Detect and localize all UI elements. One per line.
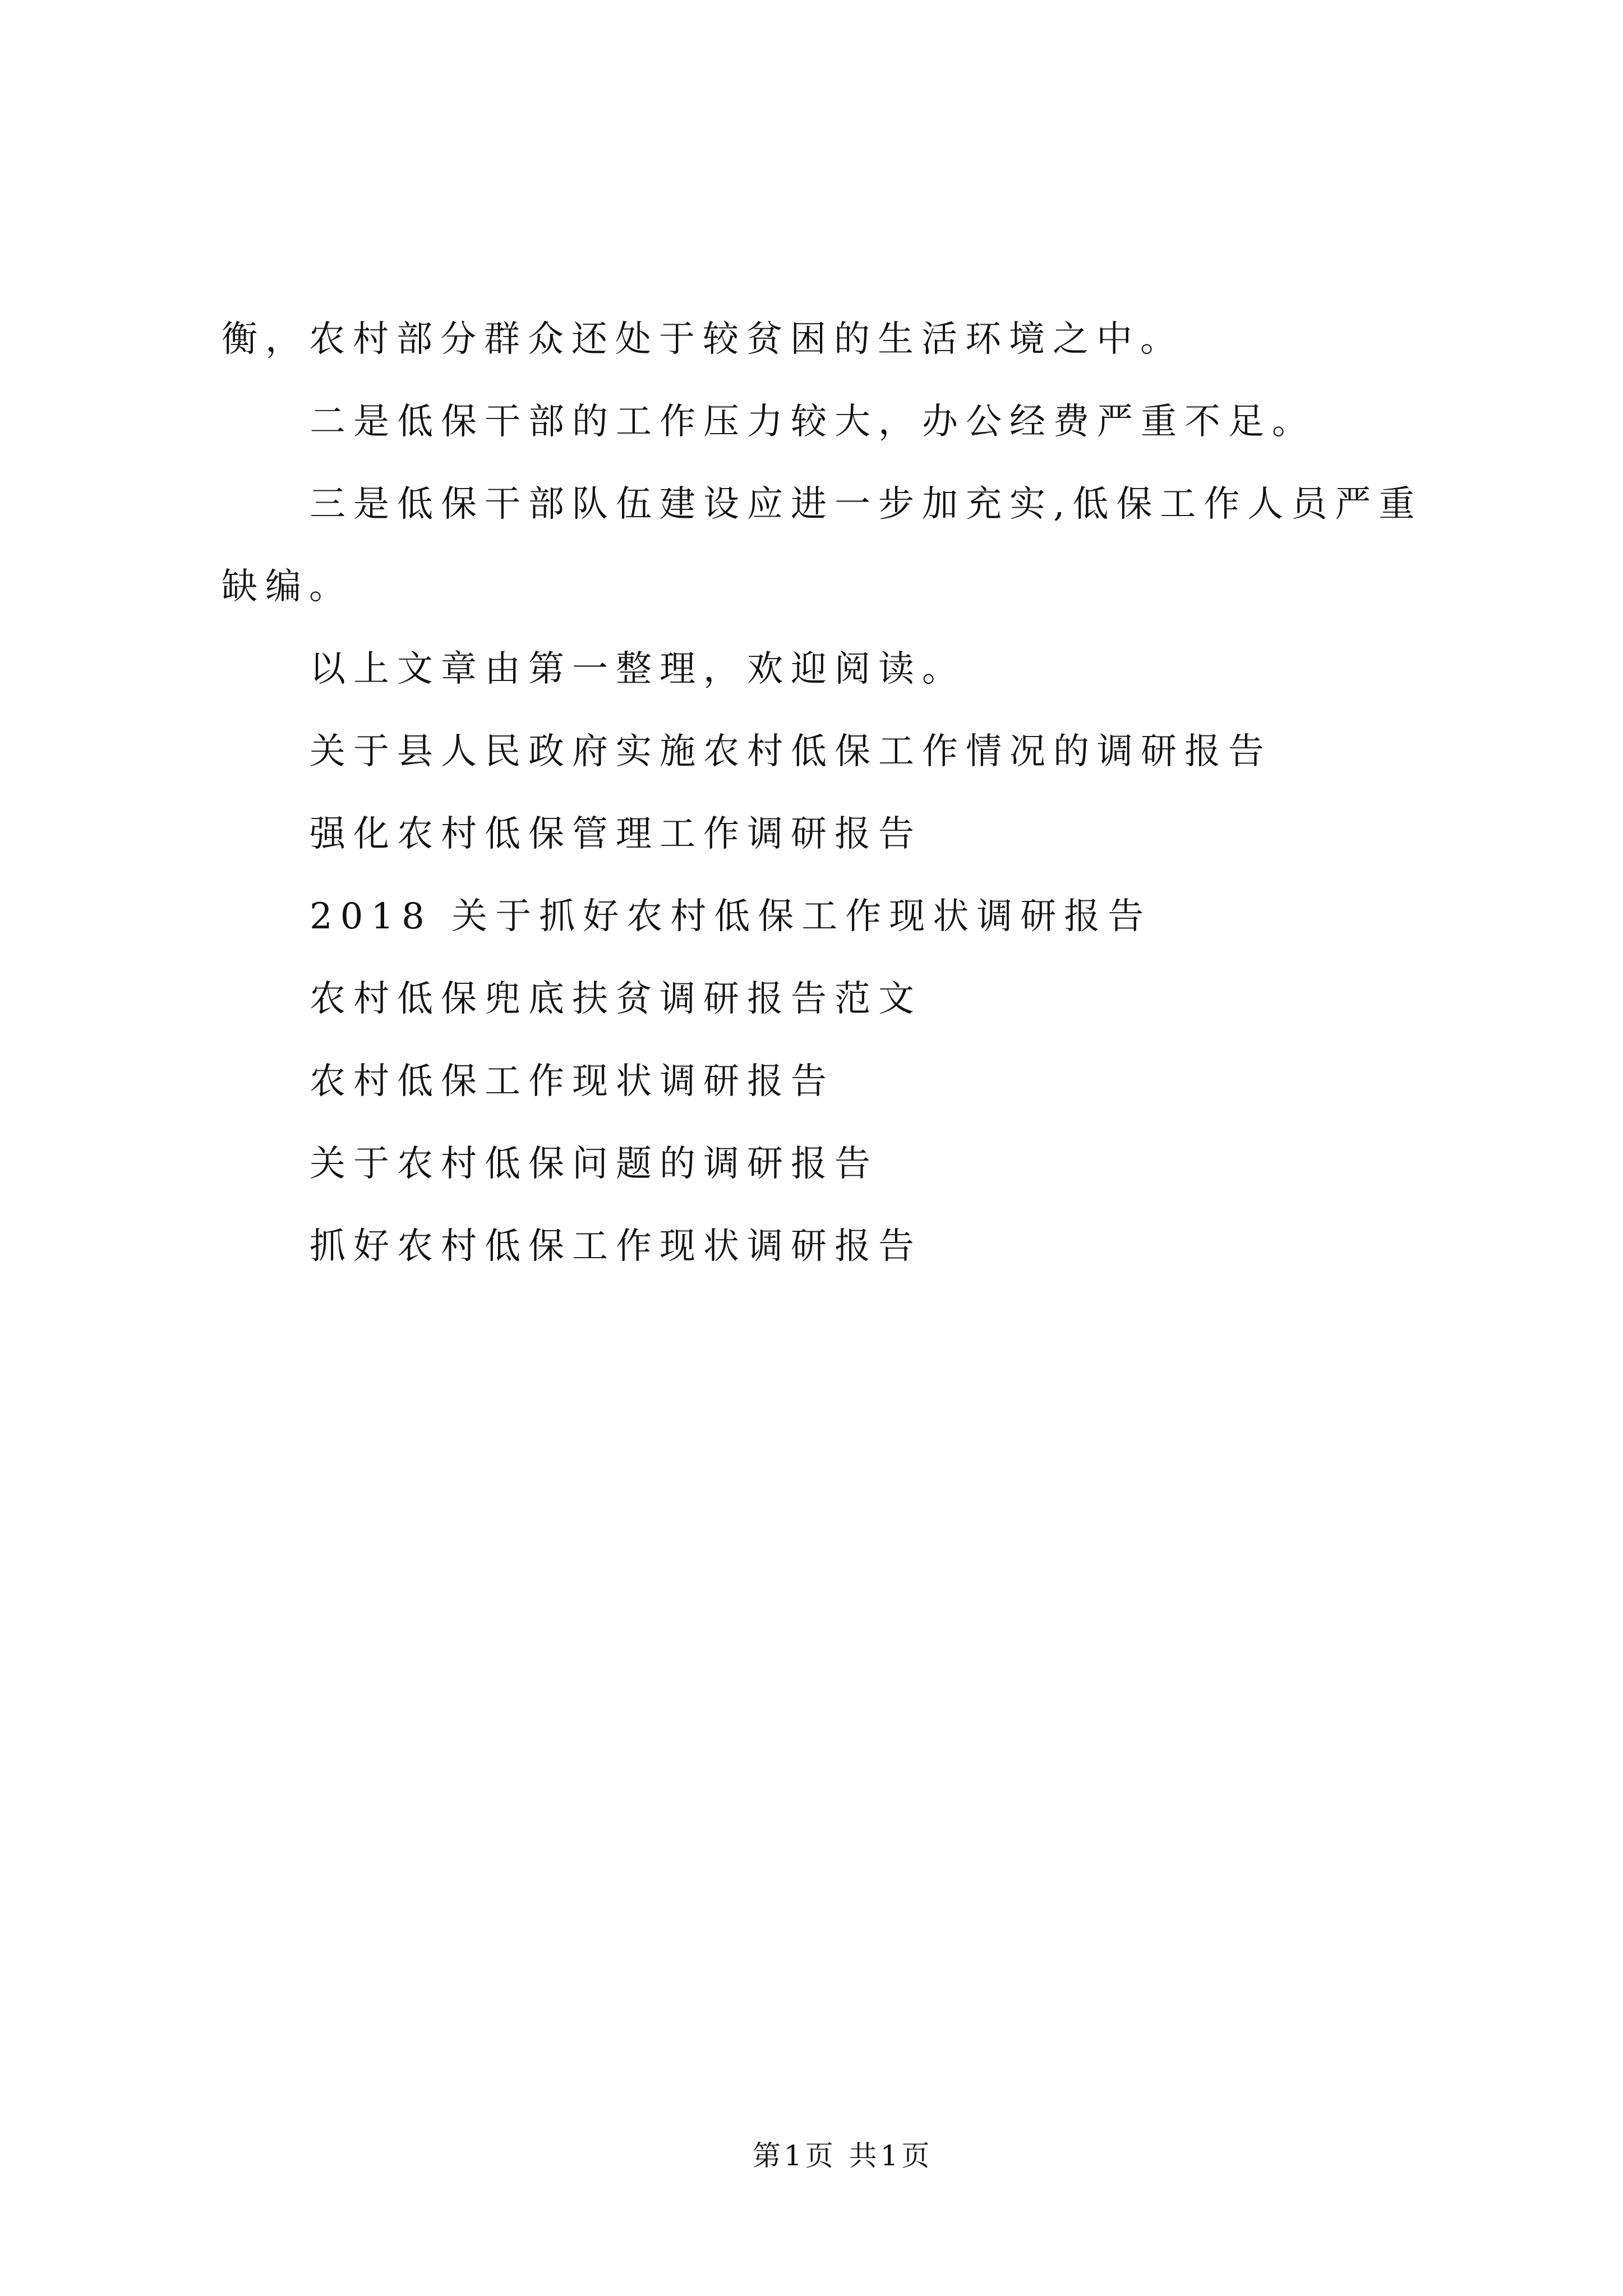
page-footer <box>753 2137 977 2174</box>
page-indicator: 第1页 共1页 <box>753 2139 933 2172</box>
related-article-title: 关于农村低保问题的调研报告 <box>310 1143 878 1185</box>
body-line: 三是低保干部队伍建设应进一步加充实,低保工作人员严重 <box>310 484 1423 525</box>
related-articles-list <box>222 711 1511 1288</box>
document-body <box>222 298 1511 1288</box>
related-article-title: 关于县人民政府实施农村低保工作情况的调研报告 <box>310 731 1272 772</box>
related-article-title: 农村低保兜底扶贫调研报告范文 <box>310 978 922 1020</box>
source-note: 以上文章由第一整理，欢迎阅读。 <box>310 648 966 690</box>
related-article-title: 抓好农村低保工作现状调研报告 <box>310 1226 922 1267</box>
related-article-title: 2018 关于抓好农村低保工作现状调研报告 <box>310 896 1152 937</box>
related-article-title: 强化农村低保管理工作调研报告 <box>310 813 922 855</box>
related-article-title: 农村低保工作现状调研报告 <box>310 1061 834 1102</box>
body-line: 缺编。 <box>222 566 353 608</box>
body-line: 二是低保干部的工作压力较大，办公经费严重不足。 <box>310 401 1316 443</box>
body-line: 衡，农村部分群众还处于较贫困的生活环境之中。 <box>222 319 1184 360</box>
